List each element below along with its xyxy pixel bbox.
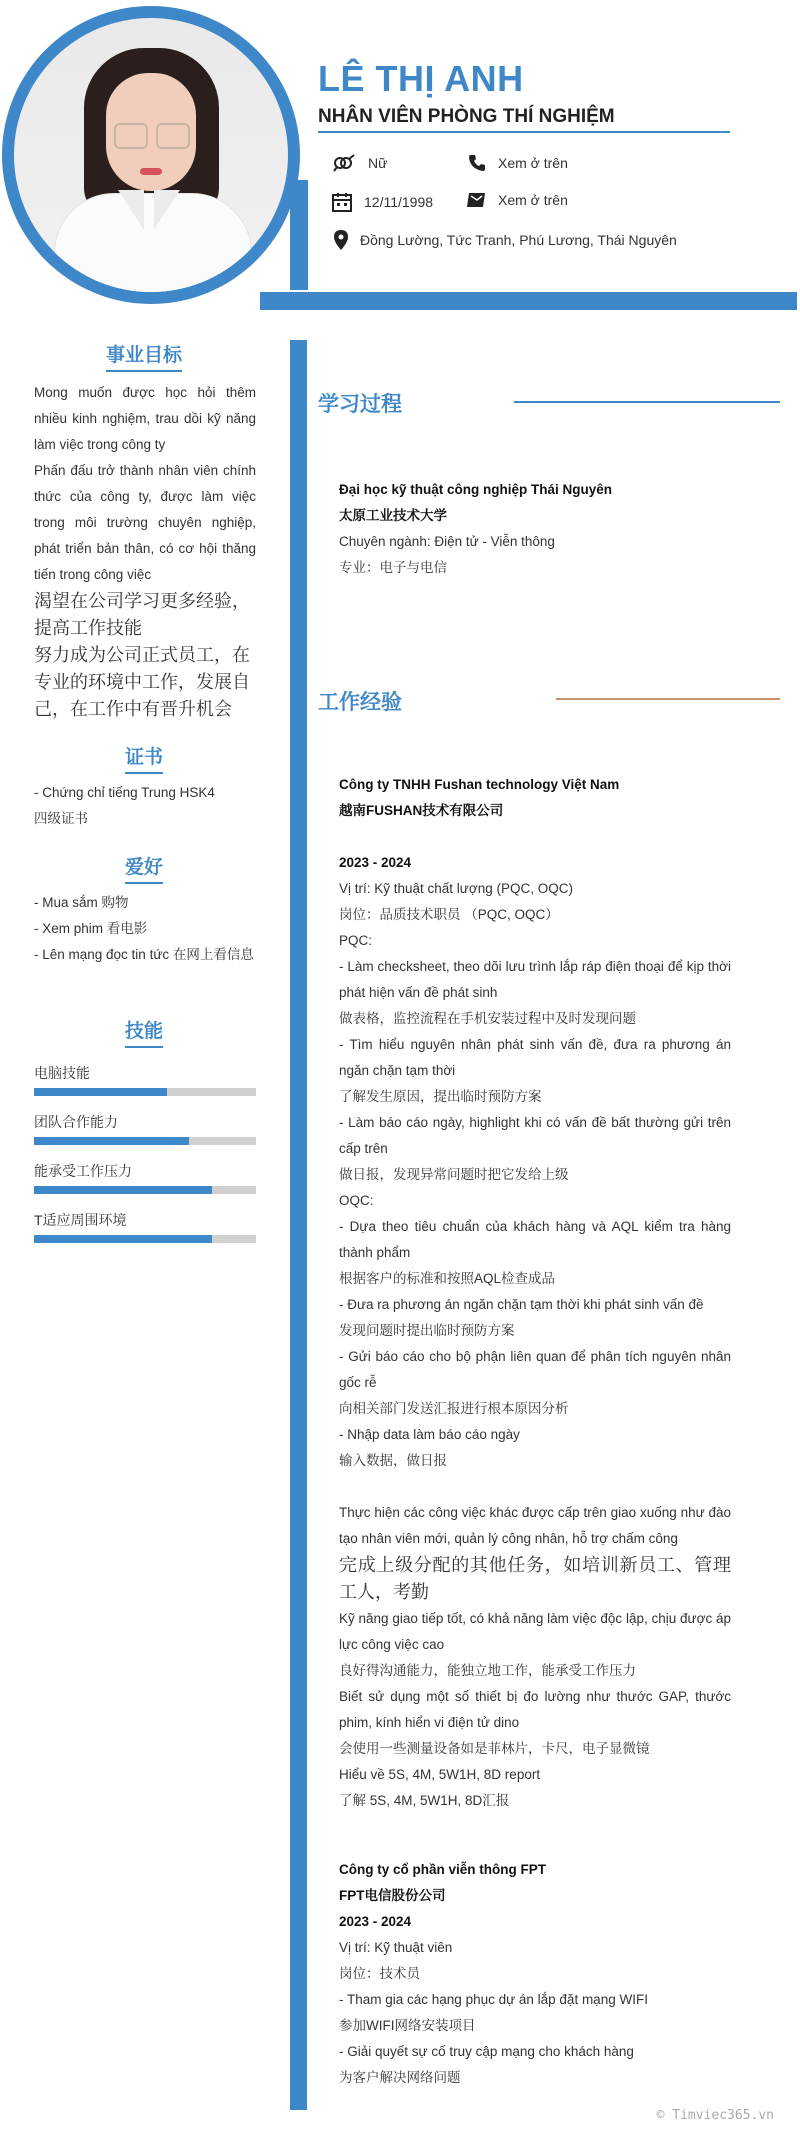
company-name-zh: 越南FUSHAN技术有限公司 [339,803,504,818]
title-underline [318,131,730,133]
job-detail: - Làm checksheet, theo dõi lưu trình lắp ráp điện thoại để kịp thời phát hiện vấn đề phát sinh [339,959,731,1000]
experience-heading: 工作经验 [318,691,402,714]
objective-zh-2: 努力成为公司正式员工，在专业的环境中工作，发展自己，在工作中有晋升机会 [34,645,250,719]
phone-icon [468,154,486,172]
job-detail: - Dựa theo tiêu chuẩn của khách hàng và AQL kiểm tra hàng thành phẩm [339,1219,731,1260]
skill-label: T适应周围环境 [34,1212,127,1228]
email-row [466,191,568,209]
job-detail: 做日报，发现异常问题时把它发给上级 [339,1167,569,1182]
major-zh: 专业：电子与电信 [339,560,447,575]
job-detail: Biết sử dụng một số thiết bị đo lường như thước GAP, thước phim, kính hiển vi điện tử dino [339,1689,731,1730]
job-detail: Kỹ năng giao tiếp tốt, có khả năng làm việc độc lập, chịu được áp lực công việc cao [339,1611,731,1652]
skill-bar [34,1186,256,1194]
skill-bar-fill [34,1235,212,1243]
job-detail: 岗位：技术员 [339,1966,420,1981]
gender-row [332,154,387,172]
skill-bar-fill [34,1137,189,1145]
job-detail: - Đưa ra phương án ngăn chặn tạm thời khi phát sinh vấn đề [339,1297,704,1312]
job-detail: 做表格，监控流程在手机安装过程中及时发现问题 [339,1011,636,1026]
skills-heading: 技能 [34,1016,254,1043]
skill-bar [34,1235,256,1243]
birthday-value: 12/11/1998 [364,194,434,210]
job-detail: 输入数据，做日报 [339,1453,447,1468]
job-detail: 发现问题时提出临时预防方案 [339,1323,515,1338]
objective-vi-2: Phấn đấu trở thành nhân viên chính thức của công ty, được làm việc trong môi trường chuyên nghiệp, phát triển bản thân, có cơ hội thăng tiến trong công việc [34,463,256,582]
education-heading-rule [514,401,780,403]
gender-value: Nữ [368,155,388,171]
job-detail: - Nhập data làm báo cáo ngày [339,1427,520,1442]
skill-bar [34,1137,256,1145]
certificate-line-1: - Chứng chỉ tiếng Trung HSK4 [34,785,215,800]
job-detail: Thực hiện các công việc khác được cấp trên giao xuống như đào tạo nhân viên mới, quản lý công nhân, hỗ trợ chấm công [339,1505,731,1546]
skill-bar-fill [34,1186,212,1194]
footer-watermark: © Timviec365.vn [656,2108,774,2123]
header-bar [260,292,797,310]
skill-bar-fill [34,1088,167,1096]
job-detail: - Làm báo cáo ngày, highlight khi có vấn đề bất thường gửi trên cấp trên [339,1115,731,1156]
job-entry [339,1857,731,2091]
job-detail: Vị trí: Kỹ thuật chất lượng (PQC, OQC) [339,881,573,896]
objective-vi-1: Mong muốn được học hỏi thêm nhiều kinh nghiệm, trau dồi kỹ năng làm việc trong công ty [34,385,256,452]
job-period: 2023 - 2024 [339,1914,412,1929]
company-name-vi: Công ty cổ phần viễn thông FPT [339,1862,546,1877]
candidate-name: LÊ THỊ ANH [318,58,524,99]
header-accent [290,180,308,290]
job-detail: 会使用一些测量设备如是菲林片，卡尺，电子显微镜 [339,1741,650,1756]
phone-row [468,154,568,172]
job-title: NHÂN VIÊN PHÒNG THÍ NGHIỆM [318,106,615,127]
experience-heading-rule [556,698,780,700]
education-heading: 学习过程 [318,393,402,416]
job-detail: 参加WIFI网络安装项目 [339,2018,476,2033]
location-pin-icon [334,230,348,250]
column-divider [290,340,307,2110]
email-icon [466,191,486,209]
major-vi: Chuyên ngành: Điện tử - Viễn thông [339,534,555,549]
skill-bar [34,1088,256,1096]
job-detail: - Giải quyết sự cố truy cập mạng cho khách hàng [339,2044,634,2059]
hobby-item: - Mua sắm 购物 [34,895,129,910]
address-value: Đồng Lường, Tức Tranh, Phú Lương, Thái Nguyên [360,232,677,248]
skill-label: 电脑技能 [34,1065,90,1081]
hobbies-heading: 爱好 [34,852,254,879]
job-detail: 根据客户的标准和按照AQL检查成品 [339,1271,556,1286]
phone-value: Xem ở trên [498,155,568,171]
job-detail: PQC: [339,933,373,948]
objective-zh-1: 渴望在公司学习更多经验，提高工作技能 [34,591,250,638]
hobby-item: - Lên mạng đọc tin tức 在网上看信息 [34,947,254,962]
job-period: 2023 - 2024 [339,855,412,870]
job-detail: - Tham gia các hạng phục dự án lắp đặt mạng WIFI [339,1992,648,2007]
job-detail: - Tìm hiểu nguyên nhân phát sinh vấn đề, đưa ra phương án ngăn chặn tạm thời [339,1037,731,1078]
skill-label: 能承受工作压力 [34,1163,132,1179]
job-entry [339,772,731,1814]
job-detail: 为客户解决网络问题 [339,2070,461,2085]
email-value: Xem ở trên [498,192,568,208]
address-row [334,230,677,250]
school-name-vi: Đại học kỹ thuật công nghiệp Thái Nguyên [339,482,613,497]
job-detail: 向相关部门发送汇报进行根本原因分析 [339,1401,569,1416]
job-detail: 良好得沟通能力，能独立地工作，能承受工作压力 [339,1663,636,1678]
hobby-item: - Xem phim 看电影 [34,921,148,936]
job-detail: Vị trí: Kỹ thuật viên [339,1940,453,1955]
certificates-heading: 证书 [34,742,254,769]
job-detail: 了解 5S, 4M, 5W1H, 8D汇报 [339,1793,510,1808]
job-detail: 完成上级分配的其他任务，如培训新员工、管理工人，考勤 [339,1555,731,1602]
job-detail: 岗位：品质技术职员 （PQC, OQC） [339,907,559,922]
company-name-zh: FPT电信股份公司 [339,1888,446,1903]
gender-icon [332,154,356,172]
company-name-vi: Công ty TNHH Fushan technology Việt Nam [339,777,620,792]
education-block [339,477,731,581]
job-detail: Hiểu về 5S, 4M, 5W1H, 8D report [339,1767,541,1782]
calendar-icon [332,192,352,212]
objective-heading: 事业目标 [34,340,254,367]
birthday-row [332,192,433,212]
certificate-line-2: 四级证书 [34,811,88,826]
school-name-zh: 太原工业技术大学 [339,508,447,523]
job-detail: OQC: [339,1193,374,1208]
avatar [14,18,288,292]
job-detail: - Gửi báo cáo cho bộ phận liên quan để phân tích nguyên nhân gốc rễ [339,1349,731,1390]
skill-label: 团队合作能力 [34,1114,118,1130]
job-detail: 了解发生原因，提出临时预防方案 [339,1089,542,1104]
